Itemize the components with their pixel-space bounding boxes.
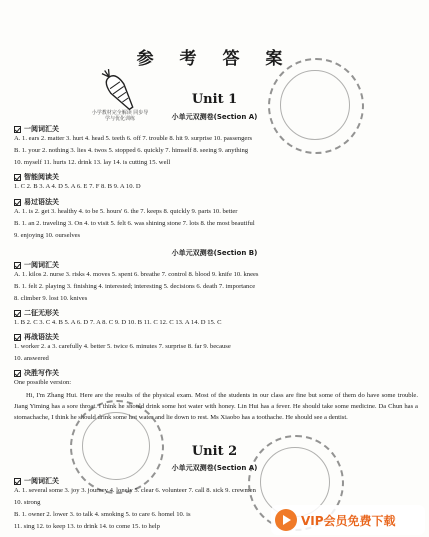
u1-vocab-a-line-1: A. 1. ears 2. matter 3. hurt 4. head 5. teeth 6. off 7. trouble 8. hit 9. surprise 10. passengers bbox=[14, 135, 253, 142]
checkbox-icon bbox=[14, 174, 21, 181]
u1-vocab-b-line-2: B. 1. felt 2. playing 3. finishing 4. interested; interesting 5. decisions 6. death 7. importance bbox=[14, 283, 256, 290]
u2-vocab-a-line-3: B. 1. owner 2. lower 3. to talk 4. smoking 5. to care 6. homel 10. is bbox=[14, 511, 191, 518]
checkbox-icon bbox=[14, 126, 21, 133]
checkbox-icon bbox=[14, 478, 21, 485]
u1-vocab-a-line-2: B. 1. your 2. nothing 3. lies 4. twos 5. stopped 6. quickly 7. himself 8. seeing 9. anything bbox=[14, 147, 249, 154]
unit-2-section-a-heading: 小单元双测卷(Section A) bbox=[171, 464, 258, 472]
u1-grammar-b-line-1: 1. worker 2. a 3. carefully 4. better 5. twice 6. minutes 7. surprise 8. far 9. because bbox=[14, 343, 231, 350]
unit-1-title: Unit 1 bbox=[191, 92, 238, 107]
logo-caption: 小学教材完全解读 同步导学与优化训练 bbox=[91, 110, 149, 122]
u1-writing-intro: One possible version: bbox=[14, 379, 72, 386]
u1-category-vocab-a: 一阅词汇关 bbox=[14, 124, 59, 134]
checkbox-icon bbox=[14, 334, 21, 341]
u1-grammar-a-line-2: B. 1. an 2. traveling 3. On 4. to visit 5. felt 6. was shining stone 7. lots 8. the most beautiful bbox=[14, 220, 255, 227]
u1-category-grammar-a: 易过语法关 bbox=[14, 197, 59, 207]
u1-category-grammar-b: 再战语法关 bbox=[14, 332, 59, 342]
u1-grammar-b-line-2: 10. answered bbox=[14, 355, 49, 362]
u1-reading-line-1: 1. C 2. B 3. A 4. D 5. A 6. E 7. F 8. B 9. A 10. D bbox=[14, 183, 141, 190]
u1-vocab-b-line-3: 8. climber 9. lost 10. knives bbox=[14, 295, 88, 302]
unit-2-title: Unit 2 bbox=[191, 444, 238, 459]
checkbox-icon bbox=[14, 199, 21, 206]
u1-category-writing: 决胜写作关 bbox=[14, 368, 59, 378]
unit-1-section-a-heading: 小单元双测卷(Section A) bbox=[171, 113, 258, 121]
u1-vocab-a-line-3: 10. myself 11. hurts 12. drink 13. lay 14. is cutting 15. well bbox=[14, 159, 171, 166]
u2-vocab-a-line-2: 10. strong bbox=[14, 499, 41, 506]
stamp-icon bbox=[70, 400, 164, 494]
checkbox-icon bbox=[14, 370, 21, 377]
stamp-icon bbox=[268, 58, 364, 154]
unit-1-section-b-heading: 小单元双测卷(Section B) bbox=[171, 249, 258, 257]
u2-category-vocab-a: 一阅词汇关 bbox=[14, 476, 59, 486]
u1-category-vocab-b: 一阅词汇关 bbox=[14, 260, 59, 270]
checkbox-icon bbox=[14, 310, 21, 317]
page-title: 参 考 答 案 bbox=[136, 49, 293, 69]
play-icon bbox=[275, 509, 297, 531]
u1-cloze-line-1: 1. B 2. C 3. C 4. B 5. A 6. D 7. A 8. C 9. D 10. B 11. C 12. C 13. A 14. D 15. C bbox=[14, 319, 222, 326]
u1-writing-sample: Hi, I'm Zhang Hui. Here are the results of the physical exam. Most of the students in our class are fine but some of them do have some trouble. Jiang Yiming has a sore throat. I think he should drink some hot water with honey. Lin Hui has a fever. He should take some medicine. Da Chun has a stomachache, I think he should drink some hot water and lie down to rest. Ms Xiaobo has a toothache. He should see a dentist. bbox=[14, 392, 418, 421]
u1-vocab-b-line-1: A. 1. kilos 2. nurse 3. risks 4. moves 5. spent 6. breathe 7. control 8. blood 9. knife 10. knees bbox=[14, 271, 259, 278]
u2-vocab-a-line-1: A. 1. several some 3. joy 3. journey 4. lonely 5. clear 6. volunteer 7. call 8. sick 9. crewmen bbox=[14, 487, 256, 494]
u1-grammar-a-line-1: A. 1. is 2. get 3. healthy 4. to be 5. hours' 6. the 7. keeps 8. quickly 9. parts 10. better bbox=[14, 208, 238, 215]
watermark-text: VIP会员免费下载 bbox=[301, 513, 396, 528]
vip-download-watermark[interactable] bbox=[271, 505, 425, 535]
carrot-logo-icon bbox=[94, 66, 144, 116]
checkbox-icon bbox=[14, 262, 21, 269]
u2-vocab-a-line-4: 11. sing 12. to keep 13. to drink 14. to come 15. to help bbox=[14, 523, 160, 530]
u1-grammar-a-line-3: 9. enjoying 10. ourselves bbox=[14, 232, 81, 239]
u1-category-cloze: 二征无形关 bbox=[14, 308, 59, 318]
u1-category-reading: 智能阅读关 bbox=[14, 172, 59, 182]
